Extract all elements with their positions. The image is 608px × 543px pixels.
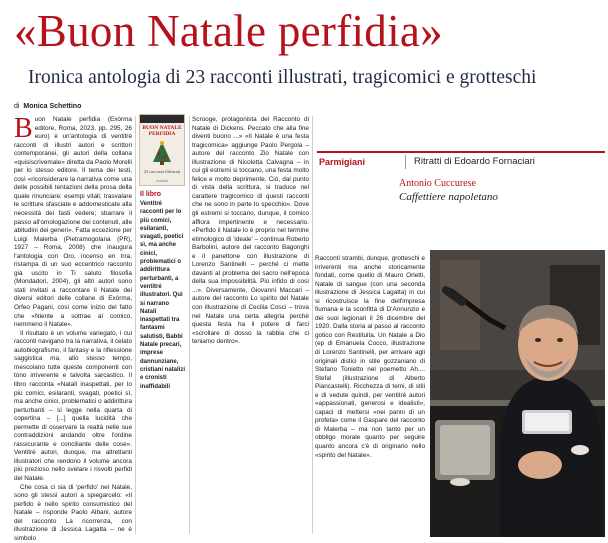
column-divider (135, 116, 136, 534)
column-divider (189, 116, 190, 534)
book-cover-band (140, 115, 184, 123)
paragraph-2: Il risultato è un volume variegato, i cui racconti navigano tra la narrativa, il celato autobiografismo, il fantasy e la riflessione saggistica ma, allo stesso tempo, mescolano tutte queste componenti con tono irriverente e talvolta sarcastico. Il libro racconta «Natali inaspettati, per lo più comici, esilaranti, svagati, poetici sì, ma anche cinici, problematici o addirittura perturbanti – si legge nella quarta di copertina – [...] quella lucidità che permette di osservare la realtà nelle sue contraddizioni andando oltre l'ordine rassicurante e conciliante delle cose». Ventitré autori, dunque, ma altrettanti illustratori che rendono il volume ancora più prezioso nello svelare i risvolti perfidi del Natale. (14, 329, 132, 482)
article-column-1 (14, 113, 132, 542)
paragraph-5: Racconti strambi, dunque, grotteschi e irriverenti ma anche storicamente fondati, come quello di Mauro Orletti, Natale di sangue (con una seconda illustrazione di Jessica Lagatta) in cui si ricostruisce la fine dell'impresa fiumana e la sconfitta di D'Annunzio e dei suoi legionari il 26 dicembre del 1920. Dalla storia al passo al racconto gotico con Restituita. Un Natale a Dio (ep di Emanuela Cocco, illustrazione di Lorenzo Santinelli, per arrivare agli originali distici in stile gozzaniano di Stefano Tonietto nel poemetto Ah.... Stefa! (illustrazione di Alberto Piancastelli). Ricchezza di temi, di stili e di vedute quindi, per ventitré autori «appassionati, generosi e idealisti», capaci di mettersi «nei panni di un profeta» come il Gaspare del racconto di Malerba – ma non tanto per un obbligo morale quanto per seguire quanto ancora c'è di originario nello «spirito del Natale». (315, 255, 425, 459)
book-cover-subtitle: 23 racconti illustrati (143, 169, 181, 174)
portrait-photo (430, 250, 605, 537)
series-tag: Parmigiani (319, 157, 366, 167)
paragraph-4: Scrooge, protagonista del Racconto di Natale di Dickens. Peccato che alla fine diventi buono ...» «Il Natale è una festa tragicomica» aggiunge Paolo Pergola – autore del racconto Zio Natale con illustrazione di Nicoletta Calvagna – in cui gli estremi si toccano, una festa molto felice e molto deprimente. Ciò, dal punto di vista della scrittura, si traduce nel carattere tragicomico di questi racconti che ne sono in parte lo specchio». Dove gli estremi si toccano, dunque, il comico affiora impertinente e necessario. «Perfido il Natale lo è proprio nel termine etimologico di 'ideale' – continua Roberto Barbolini, autore del racconto Bagonghi e il panettone con illustrazione di Lorenzo Santinelli – perché ci mette davanti al problema del sacro nell'epoca della sua impossibilità. Più infido di così ...». Diversamente, Giovanni Maccari – autore del racconto Lo spirito del Natale con illustrazione di Cecilia Cosci – trova nel Natale una certa allegria perché questa festa ha il potere di farci «scrollare di dosso la rabbia che ci teniamo dentro». (192, 116, 309, 346)
article-subheadline: Ironica antologia di 23 racconti illustrati, tragicomici e grotteschi (28, 67, 537, 88)
portrait-photo-illustration (430, 250, 605, 537)
sidebar-text: Ventitré racconti per lo più comici, esilaranti, svagati, poetici sì, ma anche cinici, problematici o addirittura perturbanti, a ventitré illustratori. Qui si narrano Natali inaspettati tra fantasmi salutisti, Babbi Natale precari, imprese dannunziane, cristiani natalizi e cronisti inaffidabili (140, 201, 186, 390)
paragraph-3: Che cosa ci sia di 'perfido' nel Natale, sono gli stessi autori a spiegarcelo: «Il perfido è nello spirito consumistico del Natale – risponde Paolo Albani, autore del racconto La ricorrenza, con illustrazione di Jessica Lagatta – ne è simbolo (14, 483, 132, 542)
drop-cap: B (14, 113, 33, 144)
portrait-caption: Caffettiere napoletano (399, 191, 498, 203)
column-divider (312, 116, 313, 534)
paragraph-1: uon Natale perfidia (Exòrma editore, Roma, 2023, pp. 295, 26 euro) è un'antologia di ventitré racconti di illustri autori e scrittori contemporanei, gli autori della collana «quisiscrivemale» diretta da Paolo Morelli per lo stesso editore. Il tema dei testi, così «riconsiderare la narrativa come una delle possibili tentazioni della prosa della quale rinunciare: esempi vitali; trasvalare le scritture sfasciate e addomesticate alla necessità dei fasti vedere; sbarrare il passo all'omologazione dei contenuti, alle abitudini dei generi». Fatta eccezione per Luigi Malerba (Pietramogolana (PR), 1927 – Roma, 2008) che inaugura l'antologia con Oro, incenso en Irra, ristampa di un suo eccentrico racconto già uscito in Ti saluto filosofia (Mondadori, 2004), gli altri autori sono stati invitati a raccontare il Natale dei diversi editori delle collane di Exòrma, Orfeo Pagani, così come inizio del fatto che «Niente a sottrae al comico, nemmeno il Natale». (14, 116, 132, 329)
article-column-3 (192, 116, 309, 536)
article-headline: «Buon Natale perfidia» (14, 6, 443, 56)
portrait-subject: Antonio Cuccurese (399, 178, 476, 189)
series-separator (405, 155, 406, 169)
book-cover (139, 114, 185, 186)
series-title: Ritratti di Edoardo Fornaciari (414, 156, 535, 167)
portrait-series-box (317, 151, 605, 248)
book-cover-title: BUON NATALE PERFIDIA (142, 125, 182, 137)
byline (14, 103, 81, 110)
byline-prefix: di (14, 103, 20, 110)
book-cover-publisher: exòrma (156, 178, 168, 183)
book-cover-illustration (149, 140, 175, 166)
sidebar-title: Il libro (140, 191, 161, 198)
box-rule (317, 151, 605, 153)
book-sidebar (139, 114, 187, 526)
byline-author: Monica Schettino (23, 103, 82, 110)
article-column-4 (315, 255, 425, 535)
